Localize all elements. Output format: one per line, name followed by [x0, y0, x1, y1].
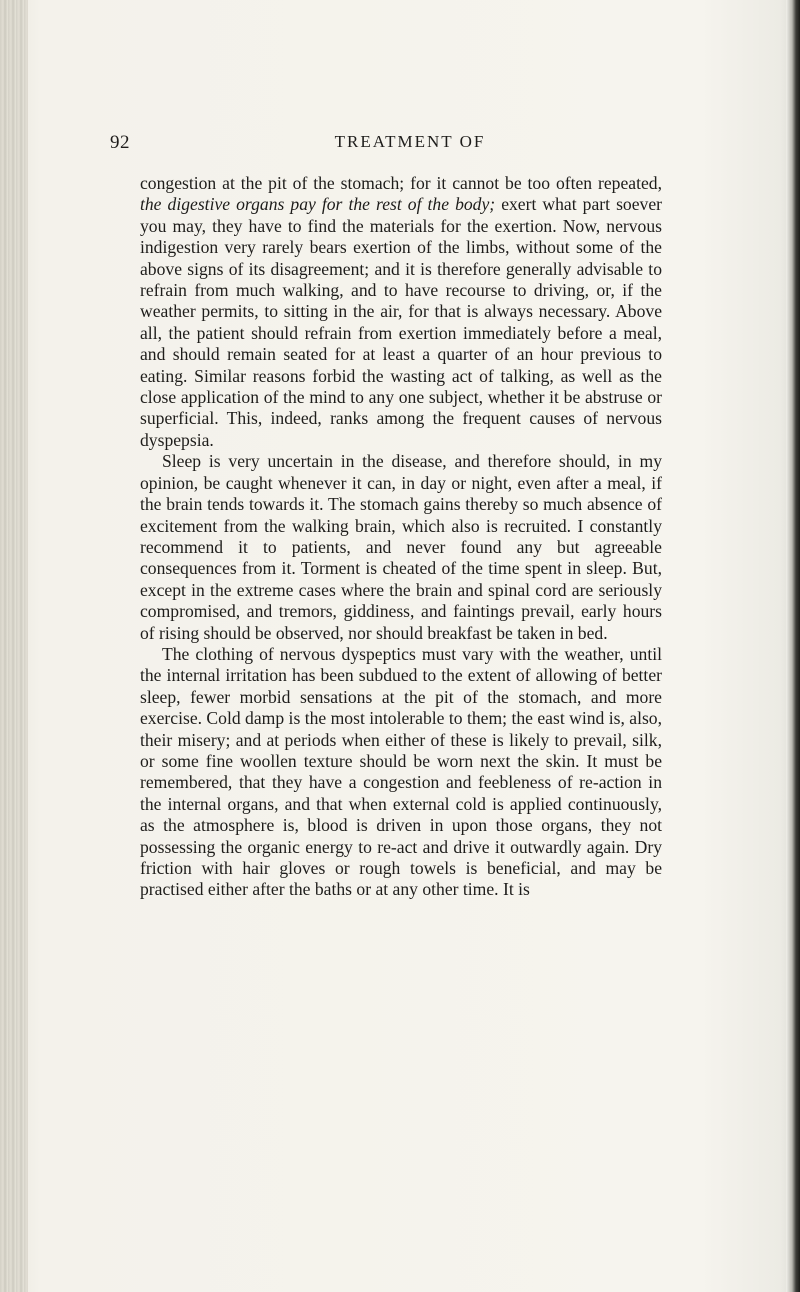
paragraph: The clothing of nervous dyspeptics must vary with the weather, until the internal irritation has been subdued to the extent of allowing of better sleep, fewer morbid sensations at the pit of the stomach, and more exercise. Cold damp is the most intolerable to them; the east wind is, also, their misery; and at periods when either of these is likely to prevail, silk, or some fine woollen texture should be worn next the skin. It must be remembered, that they have a congestion and feebleness of re-action in the internal organs, and that when external cold is applied continuously, as the atmosphere is, blood is driven in upon those organs, they not possessing the organic energy to re-act and drive it outwardly again. Dry friction with hair gloves or rough towels is beneficial, and may be practised either after the baths or at any other time. It is [140, 643, 662, 900]
body-text [140, 173, 662, 901]
page-number: 92 [110, 132, 130, 153]
paragraph [140, 173, 662, 451]
paragraph: Sleep is very uncertain in the disease, and therefore should, in my opinion, be caught whenever it can, in day or night, even after a meal, if the brain tends towards it. The stomach gains thereby so much absence of excitement from the walking brain, which also is recruited. I constantly recommend it to patients, and never found any but agreeable consequences from it. Torment is cheated of the time spent in sleep. But, except in the extreme cases where the brain and spinal cord are seriously compromised, and tremors, giddiness, and faintings prevail, early hours of rising should be observed, nor should breakfast be taken in bed. [140, 451, 662, 643]
binding-edge [0, 0, 28, 1292]
emphasized-text: the digestive organs pay for the rest of the body; [140, 194, 496, 215]
page-edge-shadow [786, 0, 800, 1292]
paragraph-text: congestion at the pit of the stomach; for it cannot be too often repeated, [140, 173, 662, 193]
paragraph-text: exert what part soever you may, they have to find the materials for the exertion. Now, nervous indigestion very rarely bears exertion of the limbs, without some of the above signs of its disagreement; and it is therefore generally advisable to refrain from much walking, and to have recourse to driving, or, if the weather permits, to sitting in the air, for that is always necessary. Above all, the patient should refrain from exertion immediately before a meal, and should remain seated for at least a quarter of an hour previous to eating. Similar reasons forbid the wasting act of talking, as well as the close application of the mind to any one subject, whether it be abstruse or superficial. This, indeed, ranks among the frequent causes of nervous dyspepsia. [140, 194, 662, 450]
running-head: TREATMENT OF [334, 132, 486, 151]
page-header [110, 132, 670, 162]
